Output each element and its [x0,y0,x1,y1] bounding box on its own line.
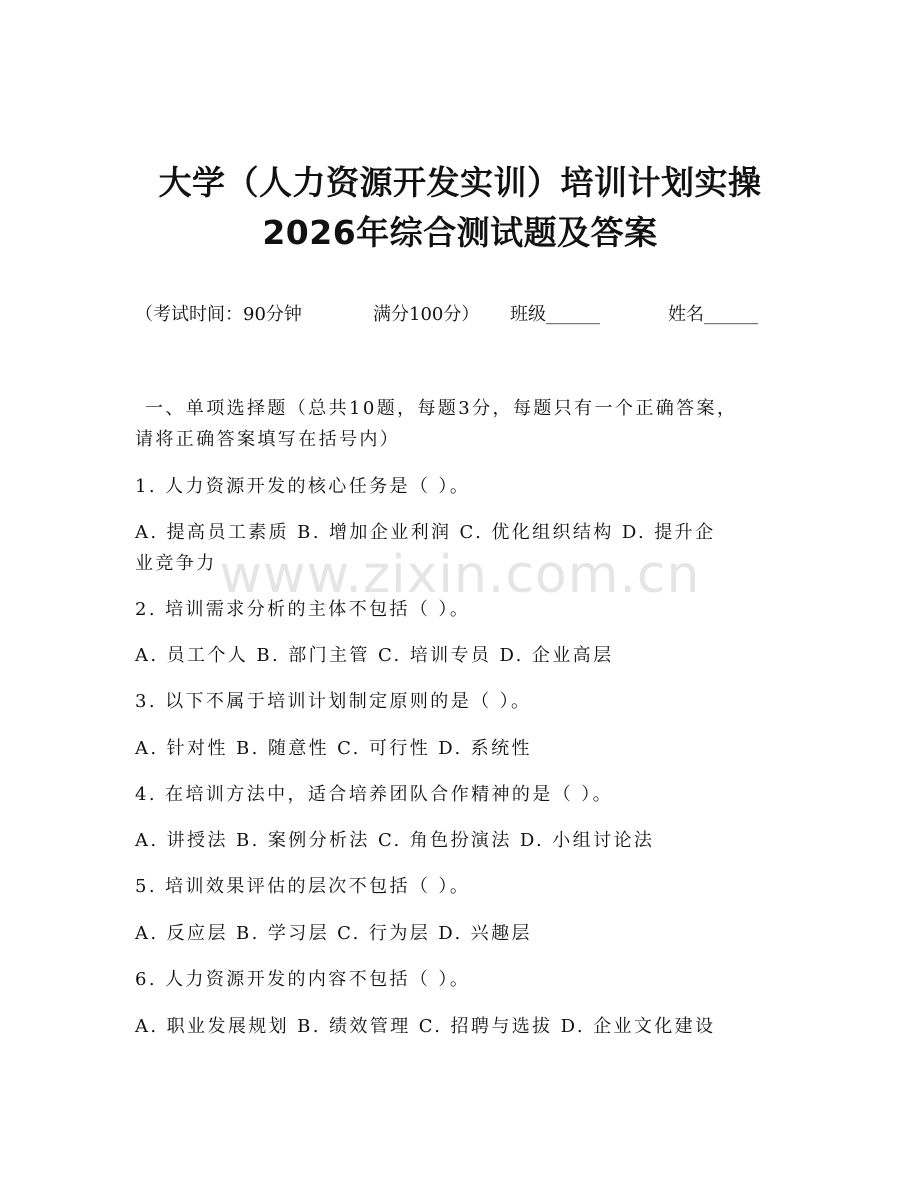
watermark: www.zixin.com.cn [219,545,701,605]
exam-score: 满分100分） [373,304,480,325]
question-6: 6. 人力资源开发的内容不包括（ ）。 [135,969,471,990]
question-3: 3. 以下不属于培训计划制定原则的是（ ）。 [135,691,532,712]
question-1-options: A. 提高员工素质 B. 增加企业利润 C. 优化组织结构 D. 提升企 [135,522,716,543]
question-2-options: A. 员工个人 B. 部门主管 C. 培训专员 D. 企业高层 [135,645,614,666]
question-4-options: A. 讲授法 B. 案例分析法 C. 角色扮演法 D. 小组讨论法 [135,830,655,851]
question-5-options: A. 反应层 B. 学习层 C. 行为层 D. 兴趣层 [135,923,532,944]
question-3-options: A. 针对性 B. 随意性 C. 可行性 D. 系统性 [135,738,532,759]
question-6-options: A. 职业发展规划 B. 绩效管理 C. 招聘与选拔 D. 企业文化建设 [135,1016,716,1037]
document-title-line-1: 大学（人力资源开发实训）培训计划实操 [158,163,762,202]
class-field: 班级______ [510,304,600,325]
section-heading-line-2: 请将正确答案填写在括号内） [135,429,401,450]
question-5: 5. 培训效果评估的层次不包括（ ）。 [135,876,471,897]
name-field: 姓名______ [668,304,758,325]
document-title-line-2: 2026年综合测试题及答案 [262,213,658,252]
exam-time: （考试时间：90分钟 [135,304,302,325]
question-1-options-cont: 业竞争力 [135,553,217,574]
question-2: 2. 培训需求分析的主体不包括（ ）。 [135,599,471,620]
question-4: 4. 在培训方法中，适合培养团队合作精神的是（ ）。 [135,784,614,805]
question-1: 1. 人力资源开发的核心任务是（ ）。 [135,476,471,497]
section-heading-line-1: 一、单项选择题（总共10题，每题3分，每题只有一个正确答案， [145,398,738,419]
